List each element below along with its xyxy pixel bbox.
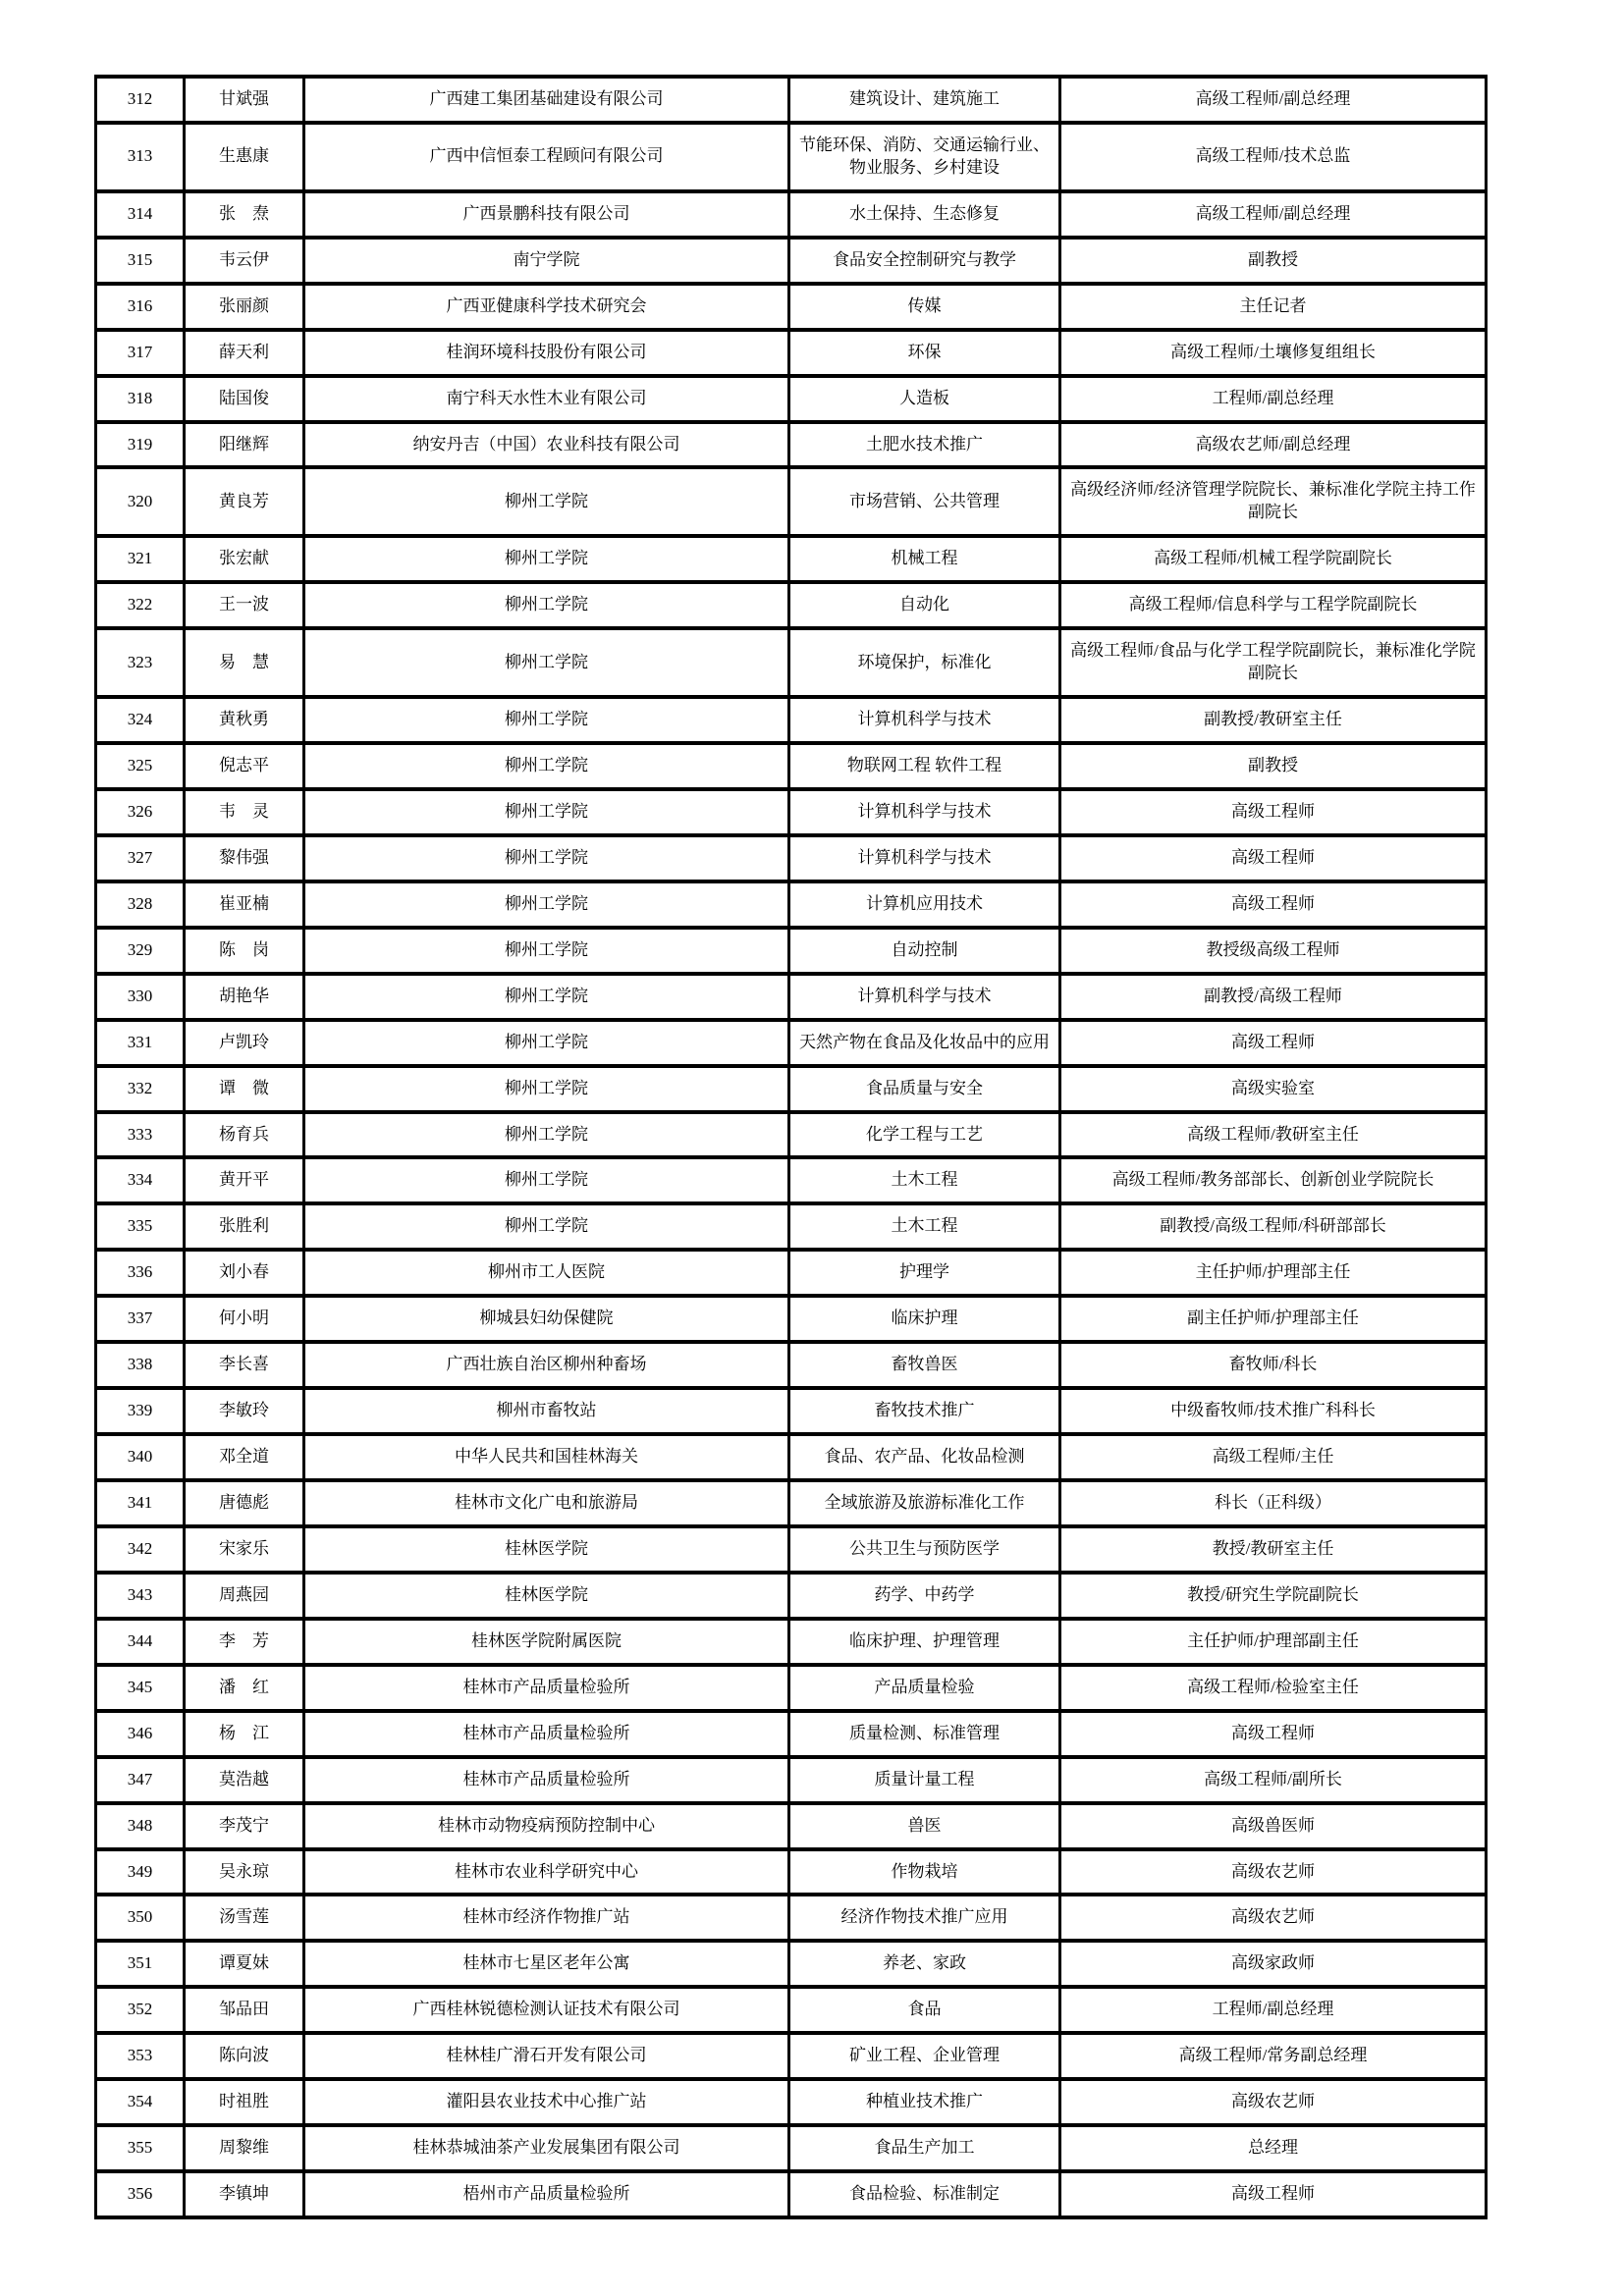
cell-organization: 桂林市动物疫病预防控制中心 [304, 1803, 789, 1849]
cell-title: 高级工程师/副总经理 [1060, 191, 1487, 238]
cell-organization: 桂林医学院 [304, 1573, 789, 1619]
cell-name: 生惠康 [185, 123, 304, 191]
cell-organization: 纳安丹吉（中国）农业科技有限公司 [304, 422, 789, 468]
cell-field: 经济作物技术推广应用 [789, 1895, 1060, 1941]
cell-number: 334 [96, 1157, 185, 1203]
cell-organization: 桂林恭城油茶产业发展集团有限公司 [304, 2125, 789, 2171]
cell-number: 323 [96, 628, 185, 697]
cell-title: 畜牧师/科长 [1060, 1342, 1487, 1388]
table-row [96, 1203, 1487, 1250]
cell-organization: 柳州市畜牧站 [304, 1388, 789, 1434]
cell-name: 黄秋勇 [185, 697, 304, 743]
cell-name: 李长喜 [185, 1342, 304, 1388]
cell-field: 食品检验、标准制定 [789, 2171, 1060, 2217]
cell-title: 高级实验室 [1060, 1066, 1487, 1112]
cell-number: 320 [96, 467, 185, 536]
table-row [96, 376, 1487, 422]
cell-field: 计算机科学与技术 [789, 697, 1060, 743]
table-row [96, 974, 1487, 1020]
cell-name: 甘斌强 [185, 77, 304, 123]
cell-title: 高级工程师/食品与化学工程学院副院长，兼标准化学院副院长 [1060, 628, 1487, 697]
cell-number: 348 [96, 1803, 185, 1849]
cell-title: 高级农艺师 [1060, 1849, 1487, 1896]
cell-organization: 桂林市产品质量检验所 [304, 1711, 789, 1757]
cell-field: 自动化 [789, 582, 1060, 628]
table-row [96, 1480, 1487, 1526]
cell-name: 李镇坤 [185, 2171, 304, 2217]
table-row [96, 1895, 1487, 1941]
cell-title: 高级工程师/教务部部长、创新创业学院院长 [1060, 1157, 1487, 1203]
cell-title: 高级家政师 [1060, 1941, 1487, 1987]
cell-number: 345 [96, 1665, 185, 1711]
cell-field: 物联网工程 软件工程 [789, 743, 1060, 789]
cell-field: 全域旅游及旅游标准化工作 [789, 1480, 1060, 1526]
cell-organization: 柳州工学院 [304, 881, 789, 928]
cell-organization: 桂林桂广滑石开发有限公司 [304, 2033, 789, 2079]
cell-title: 副教授/高级工程师/科研部部长 [1060, 1203, 1487, 1250]
cell-organization: 柳州工学院 [304, 835, 789, 881]
cell-field: 环保 [789, 330, 1060, 376]
cell-field: 食品 [789, 1987, 1060, 2033]
cell-number: 342 [96, 1526, 185, 1573]
cell-field: 产品质量检验 [789, 1665, 1060, 1711]
cell-organization: 广西景鹏科技有限公司 [304, 191, 789, 238]
table-row [96, 881, 1487, 928]
cell-name: 周燕园 [185, 1573, 304, 1619]
cell-organization: 柳州工学院 [304, 1203, 789, 1250]
cell-field: 兽医 [789, 1803, 1060, 1849]
table-row [96, 1619, 1487, 1665]
cell-field: 种植业技术推广 [789, 2079, 1060, 2125]
cell-name: 阳继辉 [185, 422, 304, 468]
cell-number: 347 [96, 1757, 185, 1803]
cell-number: 313 [96, 123, 185, 191]
cell-title: 高级工程师/副总经理 [1060, 77, 1487, 123]
table-row [96, 1757, 1487, 1803]
cell-field: 临床护理、护理管理 [789, 1619, 1060, 1665]
cell-field: 土木工程 [789, 1203, 1060, 1250]
cell-name: 潘 红 [185, 1665, 304, 1711]
table-row [96, 1573, 1487, 1619]
cell-title: 高级工程师/技术总监 [1060, 123, 1487, 191]
table-row [96, 1434, 1487, 1480]
cell-field: 天然产物在食品及化妆品中的应用 [789, 1020, 1060, 1066]
cell-name: 韦 灵 [185, 789, 304, 835]
cell-field: 畜牧技术推广 [789, 1388, 1060, 1434]
cell-name: 张胜利 [185, 1203, 304, 1250]
cell-number: 317 [96, 330, 185, 376]
cell-number: 340 [96, 1434, 185, 1480]
cell-number: 315 [96, 238, 185, 284]
cell-number: 332 [96, 1066, 185, 1112]
cell-number: 314 [96, 191, 185, 238]
cell-number: 312 [96, 77, 185, 123]
cell-title: 高级工程师/信息科学与工程学院副院长 [1060, 582, 1487, 628]
table-row [96, 697, 1487, 743]
cell-organization: 灌阳县农业技术中心推广站 [304, 2079, 789, 2125]
table-row [96, 422, 1487, 468]
cell-organization: 柳州工学院 [304, 974, 789, 1020]
cell-organization: 桂林市产品质量检验所 [304, 1757, 789, 1803]
cell-organization: 柳州市工人医院 [304, 1250, 789, 1296]
cell-field: 节能环保、消防、交通运输行业、物业服务、乡村建设 [789, 123, 1060, 191]
table-row [96, 1711, 1487, 1757]
cell-name: 胡艳华 [185, 974, 304, 1020]
cell-field: 作物栽培 [789, 1849, 1060, 1896]
cell-name: 刘小春 [185, 1250, 304, 1296]
cell-number: 351 [96, 1941, 185, 1987]
cell-title: 高级工程师/主任 [1060, 1434, 1487, 1480]
table-row [96, 1388, 1487, 1434]
cell-number: 339 [96, 1388, 185, 1434]
cell-number: 335 [96, 1203, 185, 1250]
cell-name: 吴永琼 [185, 1849, 304, 1896]
table-row [96, 582, 1487, 628]
table-row [96, 238, 1487, 284]
table-row [96, 1941, 1487, 1987]
cell-number: 336 [96, 1250, 185, 1296]
cell-number: 331 [96, 1020, 185, 1066]
cell-name: 邹品田 [185, 1987, 304, 2033]
cell-name: 汤雪莲 [185, 1895, 304, 1941]
cell-organization: 广西亚健康科学技术研究会 [304, 284, 789, 330]
table-row [96, 123, 1487, 191]
cell-organization: 桂林市农业科学研究中心 [304, 1849, 789, 1896]
cell-number: 349 [96, 1849, 185, 1896]
table-row [96, 467, 1487, 536]
cell-number: 326 [96, 789, 185, 835]
cell-title: 科长（正科级） [1060, 1480, 1487, 1526]
cell-title: 教授/研究生学院副院长 [1060, 1573, 1487, 1619]
cell-field: 药学、中药学 [789, 1573, 1060, 1619]
cell-number: 337 [96, 1296, 185, 1342]
cell-title: 总经理 [1060, 2125, 1487, 2171]
table-row [96, 928, 1487, 974]
cell-title: 副教授/教研室主任 [1060, 697, 1487, 743]
cell-title: 工程师/副总经理 [1060, 1987, 1487, 2033]
cell-organization: 广西壮族自治区柳州种畜场 [304, 1342, 789, 1388]
table-row [96, 1342, 1487, 1388]
cell-title: 高级工程师 [1060, 881, 1487, 928]
cell-field: 计算机科学与技术 [789, 835, 1060, 881]
cell-name: 张宏献 [185, 536, 304, 582]
cell-name: 时祖胜 [185, 2079, 304, 2125]
cell-field: 化学工程与工艺 [789, 1112, 1060, 1158]
cell-field: 土木工程 [789, 1157, 1060, 1203]
cell-field: 机械工程 [789, 536, 1060, 582]
cell-number: 330 [96, 974, 185, 1020]
cell-number: 354 [96, 2079, 185, 2125]
cell-number: 338 [96, 1342, 185, 1388]
cell-field: 临床护理 [789, 1296, 1060, 1342]
cell-title: 高级工程师 [1060, 1020, 1487, 1066]
cell-title: 中级畜牧师/技术推广科科长 [1060, 1388, 1487, 1434]
cell-name: 黄开平 [185, 1157, 304, 1203]
cell-name: 陈 岗 [185, 928, 304, 974]
experts-table [94, 75, 1488, 2219]
cell-number: 333 [96, 1112, 185, 1158]
cell-organization: 柳州工学院 [304, 1157, 789, 1203]
cell-title: 高级工程师 [1060, 835, 1487, 881]
cell-organization: 桂林医学院 [304, 1526, 789, 1573]
cell-number: 327 [96, 835, 185, 881]
cell-number: 321 [96, 536, 185, 582]
cell-title: 主任记者 [1060, 284, 1487, 330]
cell-name: 陆国俊 [185, 376, 304, 422]
cell-name: 张 焘 [185, 191, 304, 238]
table-row [96, 330, 1487, 376]
cell-title: 高级工程师 [1060, 2171, 1487, 2217]
cell-name: 莫浩越 [185, 1757, 304, 1803]
cell-organization: 柳州工学院 [304, 743, 789, 789]
table-row [96, 191, 1487, 238]
cell-title: 高级农艺师 [1060, 1895, 1487, 1941]
cell-title: 副教授 [1060, 743, 1487, 789]
table-row [96, 1987, 1487, 2033]
cell-title: 高级工程师/土壤修复组组长 [1060, 330, 1487, 376]
table-body [96, 77, 1487, 2217]
table-row [96, 1020, 1487, 1066]
cell-field: 建筑设计、建筑施工 [789, 77, 1060, 123]
cell-organization: 桂林市文化广电和旅游局 [304, 1480, 789, 1526]
table-row [96, 2171, 1487, 2217]
table-row [96, 1849, 1487, 1896]
cell-title: 高级工程师/教研室主任 [1060, 1112, 1487, 1158]
cell-field: 计算机科学与技术 [789, 789, 1060, 835]
table-row [96, 2033, 1487, 2079]
cell-number: 328 [96, 881, 185, 928]
cell-organization: 广西桂林锐德检测认证技术有限公司 [304, 1987, 789, 2033]
cell-title: 高级工程师 [1060, 789, 1487, 835]
cell-name: 周黎维 [185, 2125, 304, 2171]
cell-title: 高级农艺师 [1060, 2079, 1487, 2125]
cell-title: 高级工程师/常务副总经理 [1060, 2033, 1487, 2079]
cell-field: 质量检测、标准管理 [789, 1711, 1060, 1757]
cell-organization: 南宁学院 [304, 238, 789, 284]
table-row [96, 284, 1487, 330]
cell-number: 316 [96, 284, 185, 330]
cell-title: 副教授/高级工程师 [1060, 974, 1487, 1020]
cell-name: 薛天利 [185, 330, 304, 376]
cell-name: 谭夏妹 [185, 1941, 304, 1987]
cell-organization: 广西建工集团基础建设有限公司 [304, 77, 789, 123]
cell-field: 矿业工程、企业管理 [789, 2033, 1060, 2079]
cell-number: 329 [96, 928, 185, 974]
cell-number: 344 [96, 1619, 185, 1665]
cell-field: 食品质量与安全 [789, 1066, 1060, 1112]
cell-number: 319 [96, 422, 185, 468]
cell-title: 高级工程师/机械工程学院副院长 [1060, 536, 1487, 582]
cell-number: 341 [96, 1480, 185, 1526]
cell-organization: 柳州工学院 [304, 1020, 789, 1066]
cell-name: 易 慧 [185, 628, 304, 697]
cell-field: 质量计量工程 [789, 1757, 1060, 1803]
cell-organization: 南宁科天水性木业有限公司 [304, 376, 789, 422]
cell-name: 何小明 [185, 1296, 304, 1342]
cell-number: 324 [96, 697, 185, 743]
table-row [96, 536, 1487, 582]
cell-field: 土肥水技术推广 [789, 422, 1060, 468]
table-row [96, 1526, 1487, 1573]
cell-field: 畜牧兽医 [789, 1342, 1060, 1388]
cell-name: 谭 微 [185, 1066, 304, 1112]
cell-number: 352 [96, 1987, 185, 2033]
cell-organization: 柳州工学院 [304, 928, 789, 974]
cell-organization: 桂林市经济作物推广站 [304, 1895, 789, 1941]
cell-name: 王一波 [185, 582, 304, 628]
cell-name: 唐德彪 [185, 1480, 304, 1526]
cell-name: 宋家乐 [185, 1526, 304, 1573]
cell-number: 325 [96, 743, 185, 789]
table-row [96, 2125, 1487, 2171]
cell-name: 杨 江 [185, 1711, 304, 1757]
cell-field: 公共卫生与预防医学 [789, 1526, 1060, 1573]
cell-organization: 柳州工学院 [304, 582, 789, 628]
cell-title: 工程师/副总经理 [1060, 376, 1487, 422]
cell-name: 李 芳 [185, 1619, 304, 1665]
cell-title: 高级工程师/副所长 [1060, 1757, 1487, 1803]
cell-number: 343 [96, 1573, 185, 1619]
cell-number: 318 [96, 376, 185, 422]
cell-name: 黄良芳 [185, 467, 304, 536]
cell-organization: 柳州工学院 [304, 789, 789, 835]
cell-organization: 桂林市七星区老年公寓 [304, 1941, 789, 1987]
cell-name: 倪志平 [185, 743, 304, 789]
cell-organization: 桂润环境科技股份有限公司 [304, 330, 789, 376]
cell-name: 李敏玲 [185, 1388, 304, 1434]
cell-field: 食品生产加工 [789, 2125, 1060, 2171]
cell-name: 邓全道 [185, 1434, 304, 1480]
cell-name: 韦云伊 [185, 238, 304, 284]
cell-organization: 柳州工学院 [304, 697, 789, 743]
cell-field: 传媒 [789, 284, 1060, 330]
cell-title: 高级兽医师 [1060, 1803, 1487, 1849]
cell-number: 350 [96, 1895, 185, 1941]
cell-name: 卢凯玲 [185, 1020, 304, 1066]
table-row [96, 743, 1487, 789]
cell-number: 353 [96, 2033, 185, 2079]
cell-organization: 梧州市产品质量检验所 [304, 2171, 789, 2217]
cell-name: 李茂宁 [185, 1803, 304, 1849]
cell-number: 356 [96, 2171, 185, 2217]
cell-organization: 柳州工学院 [304, 1112, 789, 1158]
cell-title: 高级工程师/检验室主任 [1060, 1665, 1487, 1711]
table-row [96, 1112, 1487, 1158]
cell-field: 食品、农产品、化妆品检测 [789, 1434, 1060, 1480]
cell-field: 水土保持、生态修复 [789, 191, 1060, 238]
cell-title: 高级工程师 [1060, 1711, 1487, 1757]
table-row [96, 1803, 1487, 1849]
table-row [96, 1296, 1487, 1342]
cell-title: 副主任护师/护理部主任 [1060, 1296, 1487, 1342]
cell-name: 黎伟强 [185, 835, 304, 881]
table-row [96, 835, 1487, 881]
cell-field: 护理学 [789, 1250, 1060, 1296]
cell-organization: 柳州工学院 [304, 628, 789, 697]
cell-organization: 中华人民共和国桂林海关 [304, 1434, 789, 1480]
cell-organization: 柳州工学院 [304, 536, 789, 582]
cell-number: 346 [96, 1711, 185, 1757]
cell-field: 环境保护，标准化 [789, 628, 1060, 697]
table-row [96, 1066, 1487, 1112]
cell-field: 食品安全控制研究与教学 [789, 238, 1060, 284]
table-row [96, 1250, 1487, 1296]
cell-organization: 柳州工学院 [304, 467, 789, 536]
cell-title: 高级农艺师/副总经理 [1060, 422, 1487, 468]
cell-field: 养老、家政 [789, 1941, 1060, 1987]
table-row [96, 2079, 1487, 2125]
cell-name: 张丽颜 [185, 284, 304, 330]
cell-name: 陈向波 [185, 2033, 304, 2079]
table-row [96, 1665, 1487, 1711]
table-row [96, 77, 1487, 123]
table-row [96, 628, 1487, 697]
cell-organization: 柳州工学院 [304, 1066, 789, 1112]
cell-title: 主任护师/护理部副主任 [1060, 1619, 1487, 1665]
cell-field: 自动控制 [789, 928, 1060, 974]
table-row [96, 789, 1487, 835]
table-row [96, 1157, 1487, 1203]
cell-number: 355 [96, 2125, 185, 2171]
cell-title: 副教授 [1060, 238, 1487, 284]
cell-field: 计算机科学与技术 [789, 974, 1060, 1020]
cell-organization: 桂林市产品质量检验所 [304, 1665, 789, 1711]
cell-title: 教授级高级工程师 [1060, 928, 1487, 974]
cell-field: 计算机应用技术 [789, 881, 1060, 928]
cell-organization: 桂林医学院附属医院 [304, 1619, 789, 1665]
cell-organization: 柳城县妇幼保健院 [304, 1296, 789, 1342]
cell-title: 教授/教研室主任 [1060, 1526, 1487, 1573]
cell-organization: 广西中信恒泰工程顾问有限公司 [304, 123, 789, 191]
cell-name: 崔亚楠 [185, 881, 304, 928]
cell-title: 主任护师/护理部主任 [1060, 1250, 1487, 1296]
cell-field: 人造板 [789, 376, 1060, 422]
cell-field: 市场营销、公共管理 [789, 467, 1060, 536]
cell-number: 322 [96, 582, 185, 628]
cell-name: 杨育兵 [185, 1112, 304, 1158]
cell-title: 高级经济师/经济管理学院院长、兼标准化学院主持工作副院长 [1060, 467, 1487, 536]
